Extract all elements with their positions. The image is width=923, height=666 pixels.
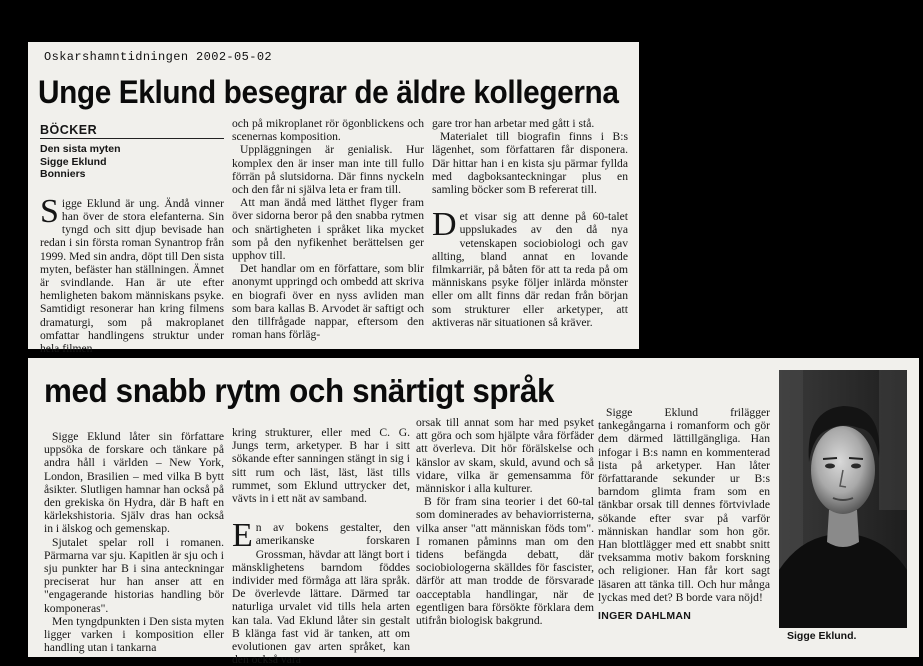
- paragraph: En av bokens gestalter, den amerikanske forskaren Grossman, hävdar att längt bort i mänsklighetens barndom föddes individer med förmåga att lära språk. De överlevde lättare. Därmed tar naturliga urvalet vid tills hela arten kan tala. Vad Eklund låter sin gestalt B klänga fast vid är tanken, att om evolutionen gav arten språket, kan den också vara: [232, 517, 410, 666]
- paragraph: Uppläggningen är genialisk. Hur komplex den är inser man inte till fullo förrän på slutsidorna. Där finns nyckeln och den får ni själva leta er fram till.: [232, 143, 424, 197]
- paragraph: Sigge Eklund låter sin författare uppsöka de forskare och tänkare på andra håll i världen – New York, London, Brasilien – med vilka B bytt åsikter. Slutligen hamnar han också på den grekiska ön Hydra, där B haft en kärlekshistoria. Själv dras han också in i älskog och gemenskap.: [44, 430, 224, 536]
- paragraph: Det handlar om en författare, som blir anonymt uppringd och ombedd att skriva en biografi över en nyss avliden man som bara kallas B. Arvodet är saftigt och den tillfrågade nappar, eftersom den roman hans förläg-: [232, 262, 424, 342]
- book-publisher: Bonniers: [40, 168, 86, 181]
- book-info: [40, 143, 224, 181]
- paragraph: Sigge Eklund frilägger tankegångarna i romanform och gör dem därmed lättillgängliga. Han infogar i B:s namn en kommenterad lista på arketyper. Han låter författarande sekunder ur B:s barndom glimta fram som en tänkbar orsak till dennes förtvivlade sökande efter svar på varför människan handlar som hon gör. Han blottlägger med ett snabbt snitt tveksamma motiv bakom forskning och religioner. Han får kort sagt läsaren att tänka till. Och hur många lyckas med det? B borde vara nöjd!: [598, 406, 770, 604]
- paragraph: B för fram sina teorier i det 60-tal som dominerades av behaviorristerna, vilka anser "att människan föds tom". I romanen påminns man om den tidens befängda debatt, där sociobiologerna skälldes för fascister, därför att man trodde de försvarade oacceptabla handlingar, när de egentligen bara försökte förklara dem utifrån biologisk bakgrund.: [416, 495, 594, 628]
- book-author: Sigge Eklund: [40, 155, 107, 168]
- byline: INGER DAHLMAN: [598, 610, 692, 623]
- source-stamp: Oskarshamntidningen 2002-05-02: [44, 50, 273, 64]
- bottom-clipping: [28, 358, 919, 666]
- paragraph: Men tyngdpunkten i Den sista myten ligger varken i komposition eller handling utan i tankarna: [44, 614, 224, 655]
- author-photo: [779, 370, 907, 628]
- drop-cap: D: [432, 206, 457, 244]
- top-column-1: [40, 124, 224, 355]
- top-column-2: [232, 117, 424, 341]
- paragraph: kring strukturer, eller med C. G. Jungs term, arketyper. B har i sitt sökande efter sanningen stängt in sig i sitt rum och läst, läst, läst tills rummet, som Eklund uttrycker det, vävts in i ett nät av samband.: [232, 426, 410, 506]
- top-column-3: [432, 117, 628, 329]
- paragraph: Materialet till biografin finns i B:s lägenhet, som författaren får disponera. Där hittar han i en kista sju pärmar fyllda med dagboksanteckningar plus en samling böcker som B refererat till.: [432, 130, 628, 197]
- bottom-column-2: [232, 426, 410, 666]
- paragraph: Att man ändå med lätthet flyger fram över sidorna beror på den snabba rytmen och snärtigheten i språket lika mycket som på den nyfikenhet berättelsen ger upphov till.: [232, 196, 424, 263]
- bottom-column-3: [416, 416, 594, 627]
- headline-top: Unge Eklund besegrar de äldre kollegerna: [38, 74, 619, 110]
- book-title: Den sista myten: [40, 143, 121, 156]
- photo-caption: Sigge Eklund.: [787, 630, 857, 642]
- drop-cap: E: [232, 517, 253, 555]
- paragraph: Sigge Eklund är ung. Ändå vinner han över de stora elefanterna. Sin tyngd och sitt djup bevisade han redan i sin första roman Synantrop från 1999. Med sin andra, döpt till Den sista myten, befäster han ställningen. Ämnet är svindlande. Han är ute efter hemligheten bakom människans psyke. Samtidigt resonerar han kring filmens dramaturgi, som på makroplanet omfattar handlingens struktur under hela filmen: [40, 192, 224, 355]
- top-clipping: [28, 42, 639, 355]
- portrait-image: [779, 370, 907, 628]
- paragraph: och på mikroplanet rör ögonblickens och scenernas komposition.: [232, 117, 424, 144]
- headline-bottom: med snabb rytm och snärtigt språk: [44, 372, 555, 409]
- section-label: BÖCKER: [40, 124, 224, 139]
- paragraph: Det visar sig att denne på 60-talet uppslukades av den då nya vetenskapen sociobiologi och gav allting, bland annat en lovande filmkarriär, på båten för att ta reda på om människans psyke följer inlärda mönster eller om allt finns där redan från början som strukturer eller arketyper, att aktiveras när situationen så kräver.: [432, 206, 628, 329]
- paragraph: Sjutalet spelar roll i romanen. Pärmarna var sju. Kapitlen är sju och i sju punkter har B i sina anteckningar preciserat hur han anser att en "engagerande historias handling bör komponeras".: [44, 535, 224, 615]
- drop-cap: S: [40, 192, 59, 230]
- bottom-column-1: [44, 430, 224, 654]
- bottom-column-4: [598, 406, 770, 623]
- paragraph: gare tror han arbetar med gått i stå.: [432, 117, 595, 130]
- paragraph: orsak till annat som har med psyket att göra och som hjälpte våra förfäder att överleva. Dit hör förälskelse och känslor av skam, skuld, avund och så vidare, vilka är gemensamma för människor i alla kulturer.: [416, 416, 594, 496]
